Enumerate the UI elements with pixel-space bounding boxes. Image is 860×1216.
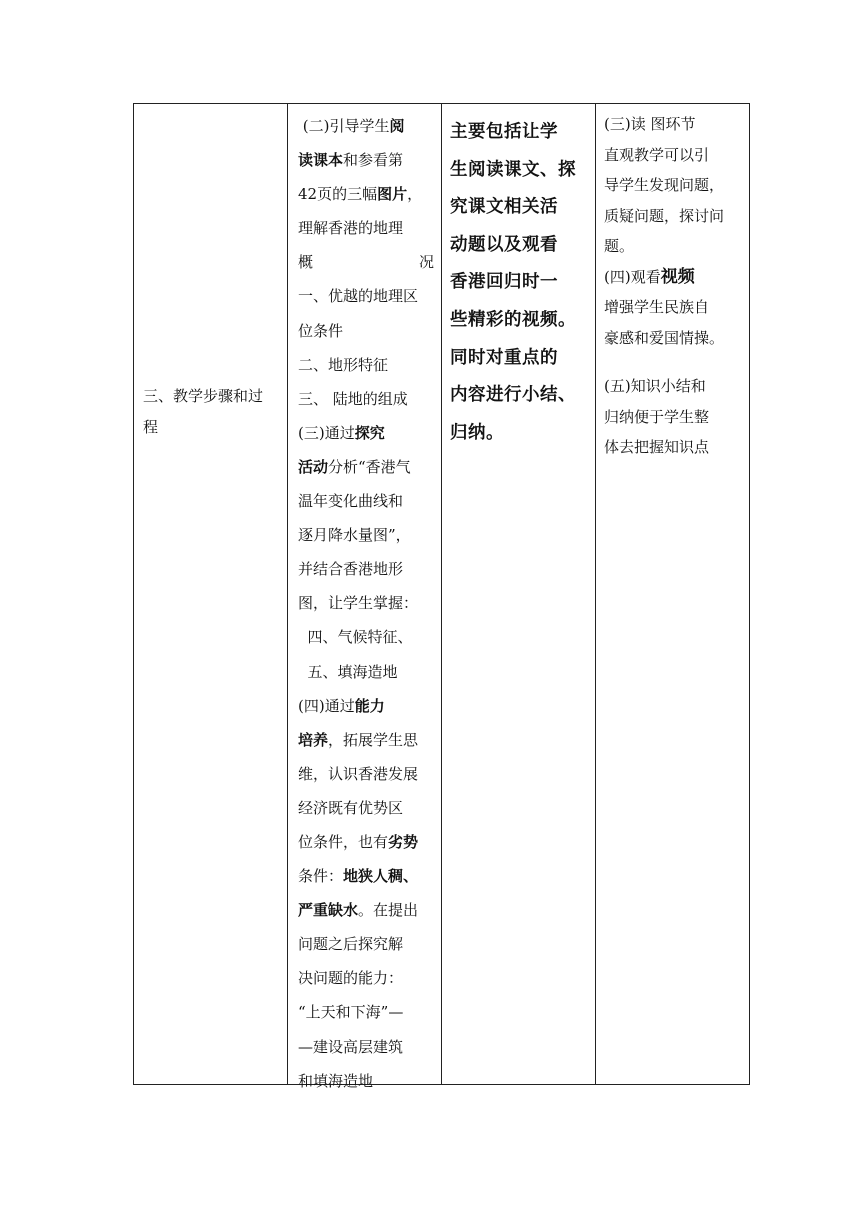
intent-line: (五)知识小结和: [604, 377, 706, 395]
step-title-line: 三、教学步骤和过: [143, 387, 264, 405]
activity-line: 生阅读课文、探: [450, 159, 576, 180]
activity-line: 动题以及观看: [450, 234, 558, 255]
activity-line: 些精彩的视频。: [450, 309, 576, 330]
activity-line: 究课文相关活: [450, 197, 558, 218]
intent-line: 题。: [604, 237, 635, 255]
content-line: 理解香港的地理: [298, 219, 404, 238]
intent-line: 质疑问题，探讨问: [604, 206, 725, 225]
content-line: 并结合香港地形: [298, 560, 404, 579]
content-line: (二)引导学生阅: [302, 117, 405, 135]
content-line: (三)通过探究: [298, 423, 385, 442]
content-line: 问题之后探究解: [298, 935, 404, 954]
activity-line: 同时对重点的: [450, 347, 558, 368]
intent-line: 归纳便于学生整: [604, 407, 710, 426]
content-line: 三、 陆地的组成: [298, 389, 408, 408]
design-intent-cell: [596, 104, 751, 1084]
lesson-plan-table: [133, 103, 750, 1090]
content-line: 维，认识香港发展: [298, 764, 419, 783]
content-line: 温年变化曲线和: [298, 492, 404, 511]
intent-line: (三)读 图环节: [604, 115, 696, 133]
intent-line: 导学生发现问题，: [604, 176, 725, 194]
intent-line: (四)观看视频: [604, 266, 695, 287]
intent-line: 豪感和爱国情操。: [604, 328, 725, 347]
content-line: 42页的三幅图片，: [298, 185, 423, 204]
content-line: 四、气候特征、: [307, 628, 413, 647]
content-line: 二、地形特征: [298, 355, 389, 374]
activity-line: 香港回归时一: [450, 272, 558, 293]
step-title-text: [143, 381, 283, 443]
content-line: 经济既有优势区: [298, 798, 404, 817]
content-line: 五、填海造地: [307, 662, 398, 681]
activity-line: 内容进行小结、: [450, 385, 576, 406]
step-title-cell: [134, 104, 288, 1084]
content-line: 位条件: [298, 321, 344, 340]
design-intent-text: [604, 109, 744, 463]
content-line: 概 况: [298, 253, 434, 272]
content-line: 读课本和参看第: [298, 151, 404, 170]
student-activity-cell: [442, 104, 596, 1084]
content-line: “上天和下海”—: [298, 1003, 404, 1022]
content-line: 培养，拓展学生思: [298, 730, 419, 749]
intent-line: 直观教学可以引: [604, 145, 710, 164]
content-line: 位条件，也有劣势: [298, 832, 419, 851]
content-line: 条件：地狭人稠、: [298, 867, 419, 886]
content-line: —建设高层建筑: [298, 1037, 404, 1056]
content-line: 逐月降水量图”，: [298, 526, 411, 545]
content-line: 一、优越的地理区: [298, 287, 419, 306]
content-line: 和填海造地: [298, 1071, 374, 1090]
content-line: (四)通过能力: [298, 696, 385, 715]
student-activity-text: [450, 114, 590, 452]
intent-line: 增强学生民族自: [604, 298, 710, 316]
teaching-content-text: [298, 109, 434, 1098]
teaching-content-cell: [288, 104, 442, 1090]
step-title-line: 程: [143, 418, 159, 436]
intent-line: 体去把握知识点: [604, 438, 710, 456]
content-line: 活动分析“香港气: [298, 457, 411, 476]
content-line: 严重缺水。在提出: [298, 901, 419, 920]
content-line: 决问题的能力：: [298, 969, 404, 988]
activity-line: 归纳。: [450, 422, 504, 443]
intent-spacer: [604, 353, 744, 371]
content-line: 图，让学生掌握：: [298, 594, 419, 613]
activity-line: 主要包括让学: [450, 122, 558, 142]
